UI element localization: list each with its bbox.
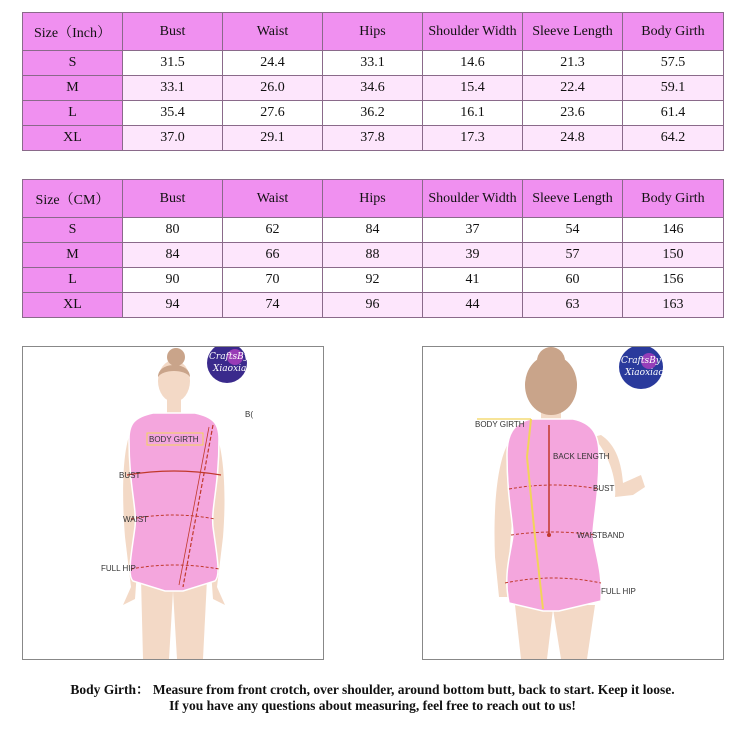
- header-waist: Waist: [223, 13, 323, 51]
- front-measurement-diagram: [22, 346, 324, 660]
- label-full-hip: FULL HIP: [601, 587, 636, 596]
- cm-size-table: [22, 179, 724, 318]
- table-cell: 21.3: [523, 51, 623, 76]
- size-label: M: [23, 76, 123, 101]
- table-cell: 37: [423, 218, 523, 243]
- table-cell: 163: [623, 293, 724, 318]
- size-label: L: [23, 268, 123, 293]
- table-cell: 54: [523, 218, 623, 243]
- table-row: [23, 126, 724, 151]
- table-cell: 17.3: [423, 126, 523, 151]
- table-cell: 156: [623, 268, 724, 293]
- label-back-length: BACK LENGTH: [553, 452, 610, 461]
- table-cell: 14.6: [423, 51, 523, 76]
- table-cell: 15.4: [423, 76, 523, 101]
- size-label: S: [23, 51, 123, 76]
- header-sleeve-length: Sleeve Length: [523, 13, 623, 51]
- table-cell: 150: [623, 243, 724, 268]
- table-cell: 37.0: [123, 126, 223, 151]
- header-size: Size（Inch）: [23, 13, 123, 51]
- table-header-row: [23, 13, 724, 51]
- table-cell: 29.1: [223, 126, 323, 151]
- table-row: [23, 101, 724, 126]
- table-row: [23, 218, 724, 243]
- table-cell: 33.1: [123, 76, 223, 101]
- legs: [515, 605, 595, 659]
- label-full-hip: FULL HIP: [101, 564, 136, 573]
- table-cell: 60: [523, 268, 623, 293]
- label-cut: B(: [245, 410, 253, 419]
- brand-line-1: CraftsBy: [621, 356, 661, 366]
- table-row: [23, 243, 724, 268]
- contact-note: If you have any questions about measuring, feel free to reach out to us!: [169, 698, 576, 713]
- header-shoulder-width: Shoulder Width: [423, 180, 523, 218]
- table-row: [23, 293, 724, 318]
- header-sleeve-length: Sleeve Length: [523, 180, 623, 218]
- table-header-row: [23, 180, 724, 218]
- back-measurement-diagram: [422, 346, 724, 660]
- table-cell: 90: [123, 268, 223, 293]
- hair-bun: [167, 348, 185, 366]
- table-cell: 39: [423, 243, 523, 268]
- table-row: [23, 51, 724, 76]
- table-cell: 41: [423, 268, 523, 293]
- brand-logo: [619, 347, 664, 389]
- bodysuit: [507, 419, 602, 611]
- header-body-girth: Body Girth: [623, 13, 724, 51]
- table-cell: 63: [523, 293, 623, 318]
- table-cell: 37.8: [323, 126, 423, 151]
- label-body-girth: BODY GIRTH: [149, 435, 199, 444]
- header-hips: Hips: [323, 180, 423, 218]
- table-cell: 57: [523, 243, 623, 268]
- table-cell: 80: [123, 218, 223, 243]
- label-bust: BUST: [593, 484, 615, 493]
- header-shoulder-width: Shoulder Width: [423, 13, 523, 51]
- size-label: XL: [23, 293, 123, 318]
- table-cell: 34.6: [323, 76, 423, 101]
- inch-size-table: [22, 12, 724, 151]
- table-cell: 70: [223, 268, 323, 293]
- body-girth-instructions: Body Girth： Measure from front crotch, over shoulder, around bottom butt, back to start. Keep it loose.: [70, 682, 675, 697]
- label-bust: BUST: [119, 471, 141, 480]
- table-cell: 146: [623, 218, 724, 243]
- label-body-girth: BODY GIRTH: [475, 420, 525, 429]
- table-cell: 31.5: [123, 51, 223, 76]
- table-row: [23, 268, 724, 293]
- table-cell: 24.4: [223, 51, 323, 76]
- label-waistband: WAISTBAND: [577, 531, 625, 540]
- table-cell: 24.8: [523, 126, 623, 151]
- table-cell: 26.0: [223, 76, 323, 101]
- table-cell: 66: [223, 243, 323, 268]
- size-label: M: [23, 243, 123, 268]
- table-cell: 36.2: [323, 101, 423, 126]
- hair-bun: [537, 347, 565, 375]
- table-cell: 44: [423, 293, 523, 318]
- table-cell: 88: [323, 243, 423, 268]
- table-cell: 64.2: [623, 126, 724, 151]
- table-cell: 27.6: [223, 101, 323, 126]
- brand-line-2: Xiaoxiao: [213, 364, 252, 374]
- table-cell: 23.6: [523, 101, 623, 126]
- size-label: L: [23, 101, 123, 126]
- table-cell: 22.4: [523, 76, 623, 101]
- size-label: XL: [23, 126, 123, 151]
- table-cell: 16.1: [423, 101, 523, 126]
- header-bust: Bust: [123, 180, 223, 218]
- size-label: S: [23, 218, 123, 243]
- table-row: [23, 76, 724, 101]
- brand-logo: [207, 347, 252, 383]
- table-cell: 61.4: [623, 101, 724, 126]
- table-cell: 84: [123, 243, 223, 268]
- header-hips: Hips: [323, 13, 423, 51]
- header-size: Size（CM）: [23, 180, 123, 218]
- table-cell: 94: [123, 293, 223, 318]
- table-cell: 62: [223, 218, 323, 243]
- table-cell: 59.1: [623, 76, 724, 101]
- brand-line-2: Xiaoxiao: [625, 368, 664, 378]
- table-cell: 33.1: [323, 51, 423, 76]
- header-waist: Waist: [223, 180, 323, 218]
- table-cell: 74: [223, 293, 323, 318]
- table-cell: 92: [323, 268, 423, 293]
- table-cell: 35.4: [123, 101, 223, 126]
- table-cell: 84: [323, 218, 423, 243]
- table-cell: 96: [323, 293, 423, 318]
- header-bust: Bust: [123, 13, 223, 51]
- label-waist: WAIST: [123, 515, 149, 524]
- header-body-girth: Body Girth: [623, 180, 724, 218]
- brand-line-1: CraftsBy: [209, 352, 249, 362]
- table-cell: 57.5: [623, 51, 724, 76]
